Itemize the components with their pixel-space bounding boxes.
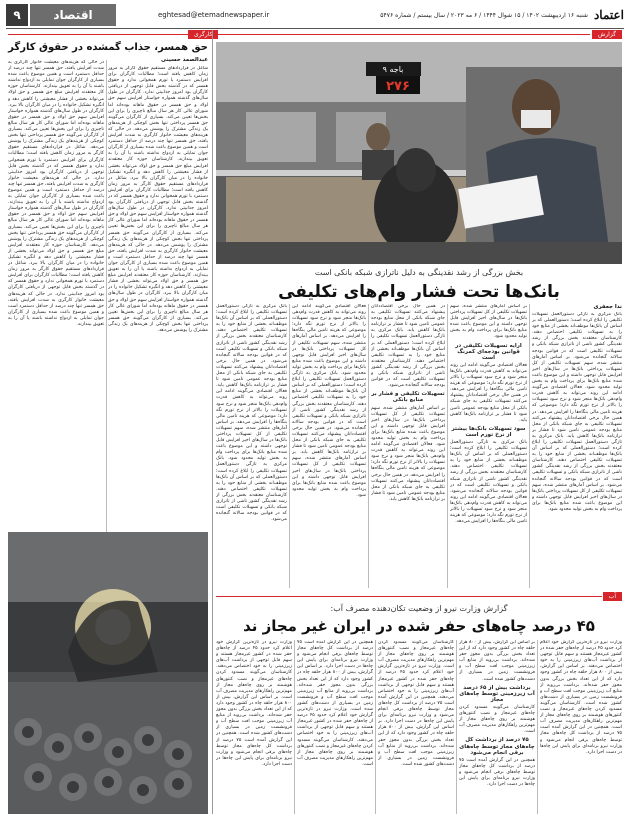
bottom-body-col-5: وزارت نیرو در تازه‌ترین گزارش خود اعلام کرد حدود ۴۵ درصد از چاه‌های حفر شده در کشور غیرمجاز هستند و سهم قابل توجهی از برداشت آب‌های زیرزمینی را به خود اختصاص می‌دهند. کارشناسان می‌گویند مسدود کردن چاه‌های غیرمجاز و نصب کنتورهای هوشمند بر روی چاه‌های مجاز از مهم‌ترین راهکارهای مدیریت مصرف آب است. بر اساس این گزارش، بیش از ۸۰۰ هزار حلقه چاه در کشور وجود دارد که از این تعداد بخش بزرگی بدون مجوز حفر شده‌اند. برداشت بی‌رویه از منابع آب زیرزمینی موجب افت سطح آب و فرونشست زمین در بسیاری از دشت‌های کشور شده است. همچنین در این گزارش آمده است ۷۵ درصد از برداشت کل چاه‌های مجاز توسط چاه‌های برقی انجام می‌شود و وزارت نیرو برنامه‌ای برای پایش این چاه‌ها در دست اجرا دارد. [216,640,292,767]
bottom-body-col-3: کارشناسان می‌گویند مسدود کردن چاه‌های غیرمجاز و نصب کنتورهای هوشمند بر روی چاه‌های مجاز از مهم‌ترین راهکارهای مدیریت مصرف آب است. وزارت نیرو در تازه‌ترین گزارش خود اعلام کرد حدود ۴۵ درصد از چاه‌های حفر شده در کشور غیرمجاز هستند و سهم قابل توجهی از برداشت آب‌های زیرزمینی را به خود اختصاص می‌دهند. همچنین در این گزارش آمده است ۷۵ درصد از برداشت کل چاه‌های مجاز توسط چاه‌های برقی انجام می‌شود و وزارت نیرو برنامه‌ای برای پایش این چاه‌ها در دست اجرا دارد. بر اساس این گزارش، بیش از ۸۰۰ هزار حلقه چاه در کشور وجود دارد که از این تعداد بخش بزرگی بدون مجوز حفر شده‌اند. برداشت بی‌رویه از منابع آب زیرزمینی موجب افت سطح آب و فرونشست زمین در بسیاری از دشت‌های کشور شده است. [378,640,454,767]
email-address: eghtesad@etemadnewspaper.ir [158,11,270,19]
bank-branch-photo [216,42,622,264]
left-body-col-1: شاغل در قراردادهای مستقیم حقوق کارگر به مرور زمان کاهش یافته است؛ مطالبات کارگران برای افزایش دستمزد با تورم همخوانی ندارد و حقوق همسر که در گذشته بخش قابل توجهی از دریافتی کارگران بود امروز جذابیتی ندارد. کارگران در طول سال‌های گذشته همواره خواستار افزایش سهم حق اولاد و حق همسر در حقوق ماهانه بوده‌اند اما شورای عالی کار هر سال مبالغ ناچیزی را برای این بخش‌ها تعیین می‌کند. بسیاری از کارگران می‌گویند حق همسر پرداختی تنها بخش کوچکی از هزینه‌های یک زندگی مشترک را پوشش می‌دهد. در حالی که هزینه‌های معیشت خانوار کارگری به شدت افزایش یافته، حق همسر تنها چند درصد از حداقل دستمزد است و همین موضوع باعث شده بسیاری از کارگران جوان تمایلی به ازدواج نداشته باشند یا آن را به تعویق بیندازند. کارشناسان حوزه کار معتقدند افزایش مبلغ حق همسر و حق اولاد می‌تواند بخشی از فشار معیشتی را کاهش دهد و انگیزه تشکیل خانواده را در میان کارگران بالا ببرد. شاغل در قراردادهای مستقیم حقوق کارگر به مرور زمان کاهش یافته است؛ مطالبات کارگران برای افزایش دستمزد با تورم همخوانی ندارد و حقوق همسر که در گذشته بخش قابل توجهی از دریافتی کارگران بود امروز جذابیتی ندارد. کارگران در طول سال‌های گذشته همواره خواستار افزایش سهم حق اولاد و حق همسر در حقوق ماهانه بوده‌اند اما شورای عالی کار هر سال مبالغ ناچیزی را برای این بخش‌ها تعیین می‌کند. بسیاری از کارگران می‌گویند حق همسر پرداختی تنها بخش کوچکی از هزینه‌های یک زندگی مشترک را پوشش می‌دهد. در حالی که هزینه‌های معیشت خانوار کارگری به شدت افزایش یافته، حق همسر تنها چند درصد از حداقل دستمزد است و همین موضوع باعث شده بسیاری از کارگران جوان تمایلی به ازدواج نداشته باشند یا آن را به تعویق بیندازند. کارشناسان حوزه کار معتقدند افزایش مبلغ حق همسر و حق اولاد می‌تواند بخشی از فشار معیشتی را کاهش دهد و انگیزه تشکیل خانواده را در میان کارگران بالا ببرد. کارگران در طول سال‌های گذشته همواره خواستار افزایش سهم حق اولاد و حق همسر در حقوق ماهانه بوده‌اند اما شورای عالی کار هر سال مبالغ ناچیزی را برای این بخش‌ها تعیین می‌کند. بسیاری از کارگران می‌گویند حق همسر پرداختی تنها بخش کوچکی از هزینه‌های یک زندگی مشترک را پوشش می‌دهد. [108,66,208,334]
page-number: ۹ [6,4,28,26]
bottom-kicker: گزارش وزارت نیرو از وضعیت تکان‌دهنده مصرف آب: [330,604,508,613]
bottom-body-col-4: همچنین در این گزارش آمده است ۷۵ درصد از برداشت کل چاه‌های مجاز توسط چاه‌های برقی انجام می‌شود و وزارت نیرو برنامه‌ای برای پایش این چاه‌ها در دست اجرا دارد. بر اساس این گزارش، بیش از ۸۰۰ هزار حلقه چاه در کشور وجود دارد که از این تعداد بخش بزرگی بدون مجوز حفر شده‌اند. برداشت بی‌رویه از منابع آب زیرزمینی موجب افت سطح آب و فرونشست زمین در بسیاری از دشت‌های کشور شده است. وزارت نیرو در تازه‌ترین گزارش خود اعلام کرد حدود ۴۵ درصد از چاه‌های حفر شده در کشور غیرمجاز هستند و سهم قابل توجهی از برداشت آب‌های زیرزمینی را به خود اختصاص می‌دهند. کارشناسان می‌گویند مسدود کردن چاه‌های غیرمجاز و نصب کنتورهای هوشمند بر روی چاه‌های مجاز از مهم‌ترین راهکارهای مدیریت مصرف آب است. [297,640,373,767]
queue-display: ۲۷۶ [386,79,410,94]
header-divider [6,28,624,29]
bottom-body-col-1: وزارت نیرو در تازه‌ترین گزارش خود اعلام کرد حدود ۴۵ درصد از چاه‌های حفر شده در کشور غیرمجاز هستند و سهم قابل توجهی از برداشت آب‌های زیرزمینی را به خود اختصاص می‌دهند. بر اساس این گزارش، بیش از ۸۰۰ هزار حلقه چاه در کشور وجود دارد که از این تعداد بخش بزرگی بدون مجوز حفر شده‌اند. برداشت بی‌رویه از منابع آب زیرزمینی موجب افت سطح آب و فرونشست زمین در بسیاری از دشت‌های کشور شده است. کارشناسان می‌گویند مسدود کردن چاه‌های غیرمجاز و نصب کنتورهای هوشمند بر روی چاه‌های مجاز از مهم‌ترین راهکارهای مدیریت مصرف آب است. همچنین در این گزارش آمده است ۷۵ درصد از برداشت کل چاه‌های مجاز توسط چاه‌های برقی انجام می‌شود و وزارت نیرو برنامه‌ای برای پایش این چاه‌ها در دست اجرا دارد. [540,640,622,755]
left-section-rule [8,34,188,35]
welding-workshop-photo [8,532,208,814]
bottom-section-rule [216,596,602,597]
main-headline: بانک‌ها تحت فشار وام‌های تکلیفی [278,282,560,302]
left-headline: حق همسر، جذاب گمشده در حقوق کارگر [8,42,208,53]
left-body-col-2: در حالی که هزینه‌های معیشت خانوار کارگری به شدت افزایش یافته، حق همسر تنها چند درصد از حداقل دستمزد است و همین موضوع باعث شده بسیاری از کارگران جوان تمایلی به ازدواج نداشته باشند یا آن را به تعویق بیندازند. کارشناسان حوزه کار معتقدند افزایش مبلغ حق همسر و حق اولاد می‌تواند بخشی از فشار معیشتی را کاهش دهد و انگیزه تشکیل خانواده را در میان کارگران بالا ببرد. کارگران در طول سال‌های گذشته همواره خواستار افزایش سهم حق اولاد و حق همسر در حقوق ماهانه بوده‌اند اما شورای عالی کار هر سال مبالغ ناچیزی را برای این بخش‌ها تعیین می‌کند. بسیاری از کارگران می‌گویند حق همسر پرداختی تنها بخش کوچکی از هزینه‌های یک زندگی مشترک را پوشش می‌دهد. شاغل در قراردادهای مستقیم حقوق کارگر به مرور زمان کاهش یافته است؛ مطالبات کارگران برای افزایش دستمزد با تورم همخوانی ندارد و حقوق همسر که در گذشته بخش قابل توجهی از دریافتی کارگران بود امروز جذابیتی ندارد. در حالی که هزینه‌های معیشت خانوار کارگری به شدت افزایش یافته، حق همسر تنها چند درصد از حداقل دستمزد است و همین موضوع باعث شده بسیاری از کارگران جوان تمایلی به ازدواج نداشته باشند یا آن را به تعویق بیندازند. کارگران در طول سال‌های گذشته همواره خواستار افزایش سهم حق اولاد و حق همسر در حقوق ماهانه بوده‌اند اما شورای عالی کار هر سال مبالغ ناچیزی را برای این بخش‌ها تعیین می‌کند. بسیاری از کارگران می‌گویند حق همسر پرداختی تنها بخش کوچکی از هزینه‌های یک زندگی مشترک را پوشش می‌دهد. کارشناسان حوزه کار معتقدند افزایش مبلغ حق همسر و حق اولاد می‌تواند بخشی از فشار معیشتی را کاهش دهد و انگیزه تشکیل خانواده را در میان کارگران بالا ببرد. شاغل در قراردادهای مستقیم حقوق کارگر به مرور زمان کاهش یافته است؛ مطالبات کارگران برای افزایش دستمزد با تورم همخوانی ندارد و حقوق همسر که در گذشته بخش قابل توجهی از دریافتی کارگران بود امروز جذابیتی ندارد. در حالی که هزینه‌های معیشت خانوار کارگری به شدت افزایش یافته، حق همسر تنها چند درصد از حداقل دستمزد است و همین موضوع باعث شده بسیاری از کارگران جوان تمایلی به ازدواج نداشته باشند یا آن را به تعویق بیندازند. [8,60,104,328]
left-author: عبدالصمد حسینی [161,57,208,63]
main-body-col-1: بانک مرکزی به تازگی دستورالعمل تسهیلات تکلیفی را ابلاغ کرده است؛ دستورالعملی که بر اساس آن بانک‌ها موظف‌اند بخشی از منابع خود را به تسهیلات تکلیفی اختصاص دهند. کارشناسان معتقدند بخش بزرگی از رشد نقدینگی کشور ناشی از ناترازی شبکه بانکی و تسهیلات تکلیفی است که در قوانین بودجه سالانه گنجانده می‌شود. بر اساس آمارهای منتشر شده، سهم تسهیلات تکلیفی از کل تسهیلات پرداختی بانک‌ها در سال‌های اخیر افزایش قابل توجهی داشته و این موضوع باعث شده منابع بانک‌ها برای پرداخت وام به بخش تولید محدود شود. فعالان اقتصادی می‌گویند ادامه این روند می‌تواند به کاهش قدرت وام‌دهی بانک‌ها منجر شود و نرخ سود تسهیلات را بالاتر از نرخ تورم نگه دارد؛ موضوعی که هزینه تامین مالی بنگاه‌ها را افزایش می‌دهد. در همین حال برخی اقتصاددانان پیشنهاد می‌کنند تسهیلات تکلیفی به جای شبکه بانکی از محل منابع بودجه عمومی تامین شود تا فشار بر ترازنامه بانک‌ها کاهش یابد. بانک مرکزی به تازگی دستورالعمل تسهیلات تکلیفی را ابلاغ کرده است؛ دستورالعملی که بر اساس آن بانک‌ها موظف‌اند بخشی از منابع خود را به تسهیلات تکلیفی اختصاص دهند. کارشناسان معتقدند بخش بزرگی از رشد نقدینگی کشور ناشی از ناترازی شبکه بانکی و تسهیلات تکلیفی است که در قوانین بودجه سالانه گنجانده می‌شود. بر اساس آمارهای منتشر شده، سهم تسهیلات تکلیفی از کل تسهیلات پرداختی بانک‌ها در سال‌های اخیر افزایش قابل توجهی داشته و این موضوع باعث شده منابع بانک‌ها برای پرداخت وام به بخش تولید محدود شود. [532,312,622,512]
main-body-col-3: در همین حال برخی اقتصاددانان پیشنهاد می‌کنند تسهیلات تکلیفی به جای شبکه بانکی از محل منابع بودجه عمومی تامین شود تا فشار بر ترازنامه بانک‌ها کاهش یابد. بانک مرکزی به تازگی دستورالعمل تسهیلات تکلیفی را ابلاغ کرده است؛ دستورالعملی که بر اساس آن بانک‌ها موظف‌اند بخشی از منابع خود را به تسهیلات تکلیفی اختصاص دهند. کارشناسان معتقدند بخش بزرگی از رشد نقدینگی کشور ناشی از ناترازی شبکه بانکی و تسهیلات تکلیفی است که در قوانین بودجه سالانه گنجانده می‌شود. تسهیلات تکلیفی و فشار بر منابع بانکی بر اساس آمارهای منتشر شده، سهم تسهیلات تکلیفی از کل تسهیلات پرداختی بانک‌ها در سال‌های اخیر افزایش قابل توجهی داشته و این موضوع باعث شده منابع بانک‌ها برای پرداخت وام به بخش تولید محدود شود. فعالان اقتصادی می‌گویند ادامه این روند می‌تواند به کاهش قدرت وام‌دهی بانک‌ها منجر شود و نرخ سود تسهیلات را بالاتر از نرخ تورم نگه دارد؛ موضوعی که هزینه تامین مالی بنگاه‌ها را افزایش می‌دهد. در همین حال برخی اقتصاددانان پیشنهاد می‌کنند تسهیلات تکلیفی به جای شبکه بانکی از محل منابع بودجه عمومی تامین شود تا فشار بر ترازنامه بانک‌ها کاهش یابد. [371,304,445,502]
left-section-label: کارگری [188,30,218,39]
main-kicker: بخش بزرگی از رشد نقدینگی به دلیل ناترازی شبکه بانکی است [314,268,524,277]
bottom-headline: ۴۵ درصد چاه‌های حفر شده در ایران غیر مجاز ند [243,617,595,635]
newspaper-logo: اعتماد [593,8,624,22]
main-body-col-5: بانک مرکزی به تازگی دستورالعمل تسهیلات تکلیفی را ابلاغ کرده است؛ دستورالعملی که بر اساس آن بانک‌ها موظف‌اند بخشی از منابع خود را به تسهیلات تکلیفی اختصاص دهند. کارشناسان معتقدند بخش بزرگی از رشد نقدینگی کشور ناشی از ناترازی شبکه بانکی و تسهیلات تکلیفی است که در قوانین بودجه سالانه گنجانده می‌شود. در همین حال برخی اقتصاددانان پیشنهاد می‌کنند تسهیلات تکلیفی به جای شبکه بانکی از محل منابع بودجه عمومی تامین شود تا فشار بر ترازنامه بانک‌ها کاهش یابد. فعالان اقتصادی می‌گویند ادامه این روند می‌تواند به کاهش قدرت وام‌دهی بانک‌ها منجر شود و نرخ سود تسهیلات را بالاتر از نرخ تورم نگه دارد؛ موضوعی که هزینه تامین مالی بنگاه‌ها را افزایش می‌دهد. بر اساس آمارهای منتشر شده، سهم تسهیلات تکلیفی از کل تسهیلات پرداختی بانک‌ها در سال‌های اخیر افزایش قابل توجهی داشته و این موضوع باعث شده منابع بانک‌ها برای پرداخت وام به بخش تولید محدود شود. بانک مرکزی به تازگی دستورالعمل تسهیلات تکلیفی را ابلاغ کرده است؛ دستورالعملی که بر اساس آن بانک‌ها موظف‌اند بخشی از منابع خود را به تسهیلات تکلیفی اختصاص دهند. کارشناسان معتقدند بخش بزرگی از رشد نقدینگی کشور ناشی از ناترازی شبکه بانکی و تسهیلات تکلیفی است که در قوانین بودجه سالانه گنجانده می‌شود. [216,304,287,523]
page-header [6,4,624,26]
main-section-rule [216,34,590,35]
main-section-label: گزارش [592,30,622,39]
main-body-col-4: فعالان اقتصادی می‌گویند ادامه این روند می‌تواند به کاهش قدرت وام‌دهی بانک‌ها منجر شود و نرخ سود تسهیلات را بالاتر از نرخ تورم نگه دارد؛ موضوعی که هزینه تامین مالی بنگاه‌ها را افزایش می‌دهد. بر اساس آمارهای منتشر شده، سهم تسهیلات تکلیفی از کل تسهیلات پرداختی بانک‌ها در سال‌های اخیر افزایش قابل توجهی داشته و این موضوع باعث شده منابع بانک‌ها برای پرداخت وام به بخش تولید محدود شود. بانک مرکزی به تازگی دستورالعمل تسهیلات تکلیفی را ابلاغ کرده است؛ دستورالعملی که بر اساس آن بانک‌ها موظف‌اند بخشی از منابع خود را به تسهیلات تکلیفی اختصاص دهند. کارشناسان معتقدند بخش بزرگی از رشد نقدینگی کشور ناشی از ناترازی شبکه بانکی و تسهیلات تکلیفی است که در قوانین بودجه سالانه گنجانده می‌شود. در همین حال برخی اقتصاددانان پیشنهاد می‌کنند تسهیلات تکلیفی به جای شبکه بانکی از محل منابع بودجه عمومی تامین شود تا فشار بر ترازنامه بانک‌ها کاهش یابد. بر اساس آمارهای منتشر شده، سهم تسهیلات تکلیفی از کل تسهیلات پرداختی بانک‌ها در سال‌های اخیر افزایش قابل توجهی داشته و این موضوع باعث شده منابع بانک‌ها برای پرداخت وام به بخش تولید محدود شود. [292,304,366,498]
counter-sign: باجه ۹ [382,65,404,74]
main-author: ندا جعفری [593,304,622,310]
bottom-body-col-2: بر اساس این گزارش، بیش از ۸۰۰ هزار حلقه چاه در کشور وجود دارد که از این تعداد بخش بزرگی بدون مجوز حفر شده‌اند. برداشت بی‌رویه از منابع آب زیرزمینی موجب افت سطح آب و فرونشست زمین در بسیاری از دشت‌های کشور شده است. برداشت بیش از ۶۵ درصد آب زیرزمینی توسط چاه‌های مجاز کارشناسان می‌گویند مسدود کردن چاه‌های غیرمجاز و نصب کنتورهای هوشمند بر روی چاه‌های مجاز از مهم‌ترین راهکارهای مدیریت مصرف آب است. ۷۵ درصد از برداشت کل چاه‌های مجاز توسط چاه‌های برقی انجام می‌شود همچنین در این گزارش آمده است ۷۵ درصد از برداشت کل چاه‌های مجاز توسط چاه‌های برقی انجام می‌شود و وزارت نیرو برنامه‌ای برای پایش این چاه‌ها در دست اجرا دارد. [459,640,535,788]
section-title: اقتصاد [30,4,116,26]
bottom-section-label: آب [603,592,622,601]
main-body-col-2: بر اساس آمارهای منتشر شده، سهم تسهیلات تکلیفی از کل تسهیلات پرداختی بانک‌ها در سال‌های اخیر افزایش قابل توجهی داشته و این موضوع باعث شده منابع بانک‌ها برای پرداخت وام به بخش تولید محدود شود. ارایه تسهیلات تکلیفی در قوانین بودجه‌ای کمرنگ است فعالان اقتصادی می‌گویند ادامه این روند می‌تواند به کاهش قدرت وام‌دهی بانک‌ها منجر شود و نرخ سود تسهیلات را بالاتر از نرخ تورم نگه دارد؛ موضوعی که هزینه تامین مالی بنگاه‌ها را افزایش می‌دهد. در همین حال برخی اقتصاددانان پیشنهاد می‌کنند تسهیلات تکلیفی به جای شبکه بانکی از محل منابع بودجه عمومی تامین شود تا فشار بر ترازنامه بانک‌ها کاهش یابد. سود تسهیلات بانک‌ها بیشتر از نرخ تورم است بانک مرکزی به تازگی دستورالعمل تسهیلات تکلیفی را ابلاغ کرده است؛ دستورالعملی که بر اساس آن بانک‌ها موظف‌اند بخشی از منابع خود را به تسهیلات تکلیفی اختصاص دهند. کارشناسان معتقدند بخش بزرگی از رشد نقدینگی کشور ناشی از ناترازی شبکه بانکی و تسهیلات تکلیفی است که در قوانین بودجه سالانه گنجانده می‌شود. فعالان اقتصادی می‌گویند ادامه این روند می‌تواند به کاهش قدرت وام‌دهی بانک‌ها منجر شود و نرخ سود تسهیلات را بالاتر از نرخ تورم نگه دارد؛ موضوعی که هزینه تامین مالی بنگاه‌ها را افزایش می‌دهد. [450,304,527,525]
issue-line: شنبه ۱۶ اردیبهشت ۱۴۰۲ / ۱۵ شوال ۱۴۴۴ / ۶ مه ۲۰۲۳ / سال بیستم / شماره ۵۴۷۶ [380,11,588,19]
